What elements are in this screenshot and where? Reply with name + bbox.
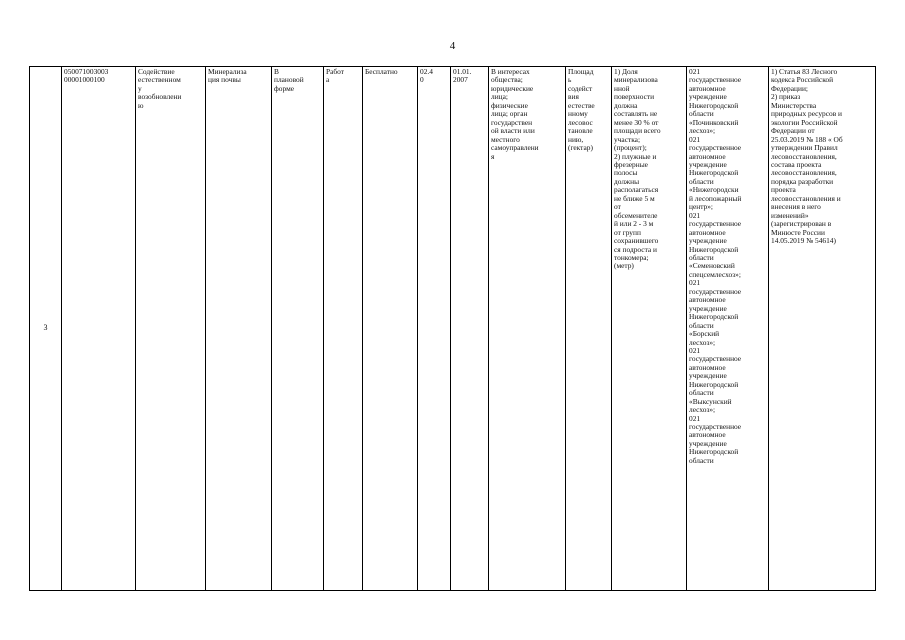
cell-line: тановле	[568, 126, 593, 136]
cell-line: я	[491, 151, 495, 161]
cell-line: (процент);	[614, 143, 647, 153]
cell-line: лица;	[491, 92, 508, 102]
cell-line: автономное	[689, 227, 726, 237]
cell-line: плановой	[274, 75, 304, 85]
cell-line: автономное	[689, 151, 726, 161]
cell-line: 14.05.2019 № 54614)	[771, 236, 836, 246]
cell-line: менее 30 % от	[614, 117, 659, 127]
row-index-cell: 3	[30, 67, 62, 591]
cell-line: учреждение	[689, 159, 727, 169]
cell-line: Работ	[326, 67, 344, 76]
cell-line: 2007	[453, 75, 468, 85]
cell-line: состава проекта	[771, 159, 822, 169]
cell-line: лесовосстановления и	[771, 193, 841, 203]
cell-line: центр»;	[689, 202, 713, 212]
cell-line: Нижегородской	[689, 447, 739, 457]
cell-line: от	[614, 202, 621, 212]
cell-line: 021	[689, 278, 701, 288]
cell-line: ю	[138, 100, 144, 110]
cell-line: 021	[689, 210, 701, 220]
cell-line: 2) приказ	[771, 92, 801, 102]
services-table	[29, 66, 876, 591]
cell-line: «Выксунский	[689, 396, 732, 406]
cell-line: 050071003003	[64, 67, 109, 76]
cell-line: участка;	[614, 134, 641, 144]
cell-line: «Починковский	[689, 117, 739, 127]
service-name-cell	[136, 67, 206, 591]
cell-line: (метр)	[614, 261, 634, 271]
cell-line: самоуправлени	[491, 143, 539, 153]
cell-line: государственное	[689, 75, 742, 85]
cell-line: нной	[614, 83, 630, 93]
cell-line: должна	[614, 100, 638, 110]
service-code-cell	[62, 67, 136, 591]
cell-line: поверхности	[614, 92, 655, 102]
payment-cell	[363, 67, 418, 591]
cell-line: «Борский	[689, 329, 720, 339]
cell-line: порядка разработки	[771, 176, 834, 186]
cell-line: не ближе 5 м	[614, 193, 655, 203]
cell-line: нию,	[568, 134, 584, 144]
cell-line: автономное	[689, 295, 726, 305]
okved-cell	[418, 67, 451, 591]
volume-indicator-cell	[566, 67, 612, 591]
cell-line: области	[689, 176, 714, 186]
cell-line: Федерации от	[771, 126, 815, 136]
cell-line: ой власти или	[491, 126, 535, 136]
cell-line: изменений»	[771, 210, 809, 220]
cell-line: автономное	[689, 83, 726, 93]
consumers-cell	[489, 67, 566, 591]
cell-line: автономное	[689, 430, 726, 440]
cell-line: государственное	[689, 143, 742, 153]
cell-line: лесовосстановления,	[771, 168, 837, 178]
cell-line: обсеменителе	[614, 210, 658, 220]
cell-line: от групп	[614, 227, 641, 237]
cell-line: автономное	[689, 362, 726, 372]
cell-line: составлять не	[614, 109, 658, 119]
cell-line: (гектар)	[568, 143, 593, 153]
cell-line: проекта	[771, 185, 796, 195]
cell-line: лесхоз»;	[689, 405, 716, 415]
cell-line: 1) Доля	[614, 67, 638, 76]
cell-line: Нижегородской	[689, 168, 739, 178]
cell-line: Нижегородской	[689, 244, 739, 254]
cell-line: Площад	[568, 67, 594, 76]
cell-line: утверждении Правил	[771, 143, 838, 153]
cell-line: (зарегистрирован в	[771, 219, 832, 229]
cell-line: ция почвы	[208, 75, 241, 85]
cell-line: физические	[491, 100, 528, 110]
cell-line: естестве	[568, 100, 595, 110]
cell-line: нному	[568, 109, 588, 119]
cell-line: у	[138, 83, 142, 93]
cell-line: «Семеновский	[689, 261, 735, 271]
cell-line: располагаться	[614, 185, 659, 195]
cell-line: Федерации;	[771, 83, 808, 93]
cell-line: Нижегородской	[689, 379, 739, 389]
service-type-cell	[324, 67, 363, 591]
cell-line: Министерства	[771, 100, 817, 110]
cell-line: площади всего	[614, 126, 661, 136]
quality-indicators-cell	[612, 67, 687, 591]
cell-line: й или 2 - 3 м	[614, 219, 654, 229]
table-row	[30, 67, 876, 591]
cell-line: 02.4	[420, 67, 433, 76]
cell-line: природных ресурсов и	[771, 109, 843, 119]
cell-line: Нижегородской	[689, 312, 739, 322]
institutions-cell	[687, 67, 769, 591]
cell-line: должны	[614, 176, 640, 186]
cell-line: ся подроста и	[614, 244, 657, 254]
cell-line: лесхоз»;	[689, 337, 716, 347]
cell-line: Содействие	[138, 67, 175, 76]
cell-line: естественном	[138, 75, 181, 85]
cell-line: лесхоз»;	[689, 126, 716, 136]
cell-line: области	[689, 109, 714, 119]
cell-line: учреждение	[689, 438, 727, 448]
service-condition-cell	[272, 67, 324, 591]
cell-line: Минерализа	[208, 67, 247, 76]
cell-line: области	[689, 320, 714, 330]
cell-line: государствен	[491, 117, 533, 127]
cell-line: 021	[689, 134, 701, 144]
date-cell	[451, 67, 489, 591]
cell-line: 01.01.	[453, 67, 472, 76]
cell-line: полосы	[614, 168, 638, 178]
cell-line: 25.03.2019 № 188 « Об	[771, 134, 843, 144]
service-content-cell	[206, 67, 272, 591]
cell-line: лица; орган	[491, 109, 528, 119]
cell-line: государственное	[689, 422, 742, 432]
cell-line: а	[326, 75, 330, 85]
cell-line: государственное	[689, 354, 742, 364]
cell-line: кодекса Российской	[771, 75, 834, 85]
cell-line: В интересах	[491, 67, 530, 76]
cell-line: 1) Статья 83 Лесного	[771, 67, 838, 76]
cell-line: 021	[689, 345, 701, 355]
cell-line: Бесплатно	[365, 67, 398, 76]
cell-line: спецсемлесхоз»;	[689, 269, 741, 279]
cell-line: содейст	[568, 83, 593, 93]
cell-line: учреждение	[689, 303, 727, 313]
cell-line: вия	[568, 92, 579, 102]
cell-line: лесовос	[568, 117, 593, 127]
cell-line: местного	[491, 134, 520, 144]
cell-line: В	[274, 67, 279, 76]
cell-line: Нижегородской	[689, 100, 739, 110]
cell-line: области	[689, 388, 714, 398]
cell-line: экологии Российской	[771, 117, 838, 127]
cell-line: учреждение	[689, 371, 727, 381]
cell-line: форме	[274, 83, 295, 93]
legal-basis-cell	[769, 67, 876, 591]
cell-line: внесения в него	[771, 202, 821, 212]
cell-line: 021	[689, 413, 701, 423]
cell-line: области	[689, 252, 714, 262]
cell-line: лесовосстановления,	[771, 151, 837, 161]
cell-line: 00001000100	[64, 75, 105, 85]
page-number: 4	[449, 40, 456, 52]
cell-line: области	[689, 455, 714, 465]
cell-line: 0	[420, 75, 424, 85]
cell-line: й лесопожарный	[689, 193, 742, 203]
cell-line: 2) плужные и	[614, 151, 657, 161]
cell-line: «Нижегородски	[689, 185, 739, 195]
cell-line: учреждение	[689, 236, 727, 246]
cell-line: тонкомера;	[614, 252, 649, 262]
cell-line: государственное	[689, 219, 742, 229]
cell-line: юридические	[491, 83, 534, 93]
cell-line: Минюсте России	[771, 227, 825, 237]
cell-line: фрезерные	[614, 159, 648, 169]
cell-line: 021	[689, 67, 701, 76]
cell-line: возобновлени	[138, 92, 182, 102]
cell-line: государственное	[689, 286, 742, 296]
cell-line: сохранившего	[614, 236, 659, 246]
cell-line: минерализова	[614, 75, 658, 85]
cell-line: ь	[568, 75, 572, 85]
cell-line: общества;	[491, 75, 523, 85]
cell-line: учреждение	[689, 92, 727, 102]
